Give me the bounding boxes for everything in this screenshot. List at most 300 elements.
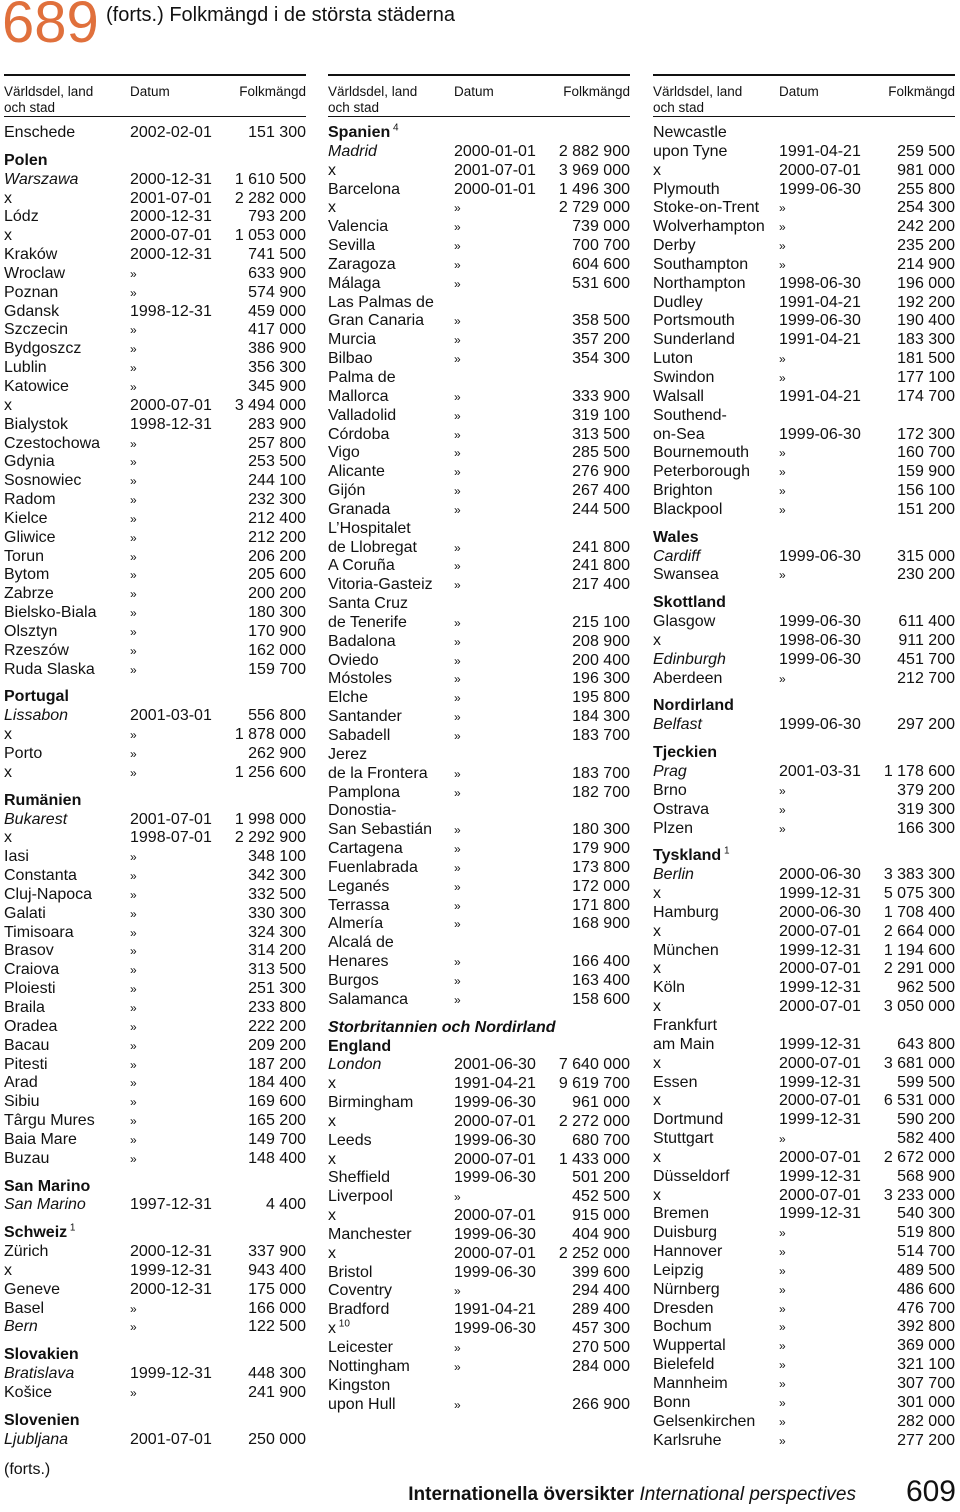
- population-cell: 451 700: [897, 650, 955, 668]
- city-name: Bielefeld: [653, 1356, 715, 1374]
- table-row: [653, 1205, 955, 1224]
- population-cell: 332 500: [248, 885, 306, 903]
- header-date: Datum: [454, 84, 494, 99]
- date-cell: »: [454, 446, 461, 461]
- table-row: [328, 199, 630, 218]
- date-cell: »: [454, 276, 461, 291]
- table-row: [4, 961, 306, 980]
- table-row: [328, 1264, 630, 1283]
- population-cell: 1 878 000: [234, 726, 306, 744]
- city-name: L’Hospitalet: [328, 519, 411, 537]
- region-name: Spanien $^4$: [328, 122, 399, 141]
- date-cell: »: [779, 1282, 786, 1297]
- date-cell: 1999-06-30: [454, 1320, 536, 1338]
- city-name: Mallorca: [328, 387, 389, 405]
- city-name: Las Palmas de: [328, 293, 434, 311]
- date-cell: 2000-06-30: [779, 903, 861, 921]
- population-cell: 4 400: [265, 1196, 306, 1214]
- date-cell: »: [454, 615, 461, 630]
- date-cell: »: [779, 1263, 786, 1278]
- population-cell: 961 000: [572, 1094, 630, 1112]
- population-cell: 604 600: [572, 255, 630, 273]
- city-name: Badalona: [328, 632, 396, 650]
- table-row: [4, 886, 306, 905]
- population-cell: 3 383 300: [883, 866, 955, 884]
- city-name: Gijón: [328, 482, 366, 500]
- date-cell: »: [130, 266, 137, 281]
- city-name: upon Tyne: [653, 142, 728, 160]
- date-cell: »: [454, 672, 461, 687]
- city-name: Sibiu: [4, 1093, 40, 1111]
- table-row: [653, 350, 955, 369]
- table-row: [4, 208, 306, 227]
- population-cell: 337 900: [248, 1243, 306, 1261]
- city-name: x: [653, 922, 661, 940]
- date-cell: »: [779, 502, 786, 517]
- city-name: Nottingham: [328, 1357, 410, 1375]
- city-name: Ploiesti: [4, 980, 56, 998]
- table-row: [653, 1168, 955, 1187]
- population-cell: 3 969 000: [558, 161, 630, 179]
- table-row: [4, 227, 306, 246]
- date-cell: »: [130, 361, 137, 376]
- city-name: x: [4, 726, 12, 744]
- city-name: x: [653, 1186, 661, 1204]
- date-cell: »: [454, 1397, 461, 1412]
- date-cell: »: [130, 568, 137, 583]
- city-name: Stoke-on-Trent: [653, 199, 760, 217]
- date-cell: »: [130, 436, 137, 451]
- table-row: [328, 972, 630, 991]
- city-name: Donostia-: [328, 802, 397, 820]
- table-row: [653, 218, 955, 237]
- date-cell: 2001-07-01: [454, 161, 536, 179]
- table-row: [653, 1149, 955, 1168]
- table-row: [4, 359, 306, 378]
- table-row: [653, 444, 955, 463]
- population-cell: 943 400: [248, 1261, 306, 1279]
- date-cell: 2000-07-01: [454, 1244, 536, 1262]
- date-cell: 1999-12-31: [779, 885, 861, 903]
- city-name: Bochum: [653, 1318, 712, 1336]
- page-number: 609: [905, 1475, 956, 1508]
- population-cell: 212 200: [248, 528, 306, 546]
- table-row: [4, 905, 306, 924]
- region-name: England: [328, 1037, 392, 1055]
- footer-section-sv: Internationella översikter: [408, 1484, 635, 1505]
- date-cell: 1998-07-01: [130, 829, 212, 847]
- region-heading: [4, 1178, 306, 1197]
- table-row: [4, 726, 306, 745]
- table-row: [328, 181, 630, 200]
- table-row: [653, 1130, 955, 1149]
- city-name: Vigo: [328, 444, 360, 462]
- city-name: Glasgow: [653, 613, 716, 631]
- population-cell: 556 800: [248, 707, 306, 725]
- city-name: Hannover: [653, 1243, 723, 1261]
- date-cell: 2001-07-01: [130, 1430, 212, 1448]
- table-row: [4, 942, 306, 961]
- city-name: Plymouth: [653, 180, 720, 198]
- city-name: Cardiff: [653, 547, 701, 565]
- region-name: San Marino: [4, 1177, 91, 1195]
- table-row: [653, 979, 955, 998]
- date-cell: 1999-06-30: [454, 1263, 536, 1281]
- date-cell: »: [454, 860, 461, 875]
- city-name: x: [328, 1112, 336, 1130]
- city-name: Liverpool: [328, 1188, 393, 1206]
- city-name: x: [653, 885, 661, 903]
- city-name: Granada: [328, 500, 391, 518]
- region-heading: [4, 688, 306, 707]
- date-cell: 2000-12-31: [130, 1280, 212, 1298]
- city-name: Porto: [4, 745, 43, 762]
- date-cell: 2001-06-30: [454, 1056, 536, 1074]
- region-name: Rumänien: [4, 791, 82, 809]
- date-cell: »: [130, 1151, 137, 1166]
- population-cell: 257 800: [248, 434, 306, 452]
- date-cell: 1998-12-31: [130, 302, 212, 320]
- table-row: [328, 1301, 630, 1320]
- city-name: Barcelona: [328, 180, 401, 198]
- table-row: [4, 265, 306, 284]
- date-cell: 2001-07-01: [130, 189, 212, 207]
- population-cell: 244 500: [572, 500, 630, 518]
- date-cell: 2000-01-01: [454, 142, 536, 160]
- region-name: Nordirland: [653, 697, 734, 715]
- table-row: [4, 1318, 306, 1337]
- table-row: [653, 482, 955, 501]
- city-name: Poznan: [4, 283, 59, 301]
- population-cell: 250 000: [248, 1430, 306, 1448]
- date-cell: »: [130, 728, 137, 743]
- table-row: [653, 162, 955, 181]
- table-row: [328, 162, 630, 181]
- city-name: Salamanca: [328, 990, 409, 1008]
- continued-note: (forts.): [4, 1461, 51, 1478]
- table-row: [653, 866, 955, 885]
- page-title: (forts.) Folkmängd i de största städerna: [106, 4, 456, 26]
- population-cell: 173 800: [572, 858, 630, 876]
- population-cell: 214 900: [897, 255, 955, 273]
- date-cell: »: [779, 1132, 786, 1147]
- table-row: [328, 1377, 630, 1396]
- footnote-marker: 1: [67, 1222, 76, 1234]
- population-cell: 175 000: [248, 1280, 306, 1298]
- date-cell: »: [454, 879, 461, 894]
- table-row: [328, 237, 630, 256]
- population-cell: 158 600: [572, 990, 630, 1008]
- population-cell: 345 900: [248, 377, 306, 395]
- date-cell: »: [130, 455, 137, 470]
- date-cell: »: [454, 559, 461, 574]
- date-cell: »: [454, 220, 461, 235]
- table-row: [653, 501, 955, 520]
- population-cell: 276 900: [572, 463, 630, 481]
- population-cell: 282 000: [897, 1412, 955, 1430]
- city-name: Dresden: [653, 1299, 714, 1317]
- city-name: Derby: [653, 237, 696, 255]
- table-row: [4, 585, 306, 604]
- population-cell: 172 000: [572, 877, 630, 895]
- table-row: [4, 1074, 306, 1093]
- table-row: [4, 867, 306, 886]
- city-name: Leganés: [328, 877, 390, 895]
- city-name: Southampton: [653, 255, 749, 273]
- city-name: Walsall: [653, 387, 704, 405]
- date-cell: »: [779, 1226, 786, 1241]
- date-cell: 2000-12-31: [130, 246, 212, 264]
- city-name: Bydgoszcz: [4, 340, 82, 358]
- population-cell: 283 900: [248, 415, 306, 433]
- population-cell: 448 300: [248, 1365, 306, 1383]
- city-name: Brno: [653, 781, 687, 799]
- population-cell: 514 700: [897, 1243, 955, 1261]
- table-row: [4, 171, 306, 190]
- city-name: Galati: [4, 904, 46, 922]
- population-cell: 215 100: [572, 613, 630, 631]
- table-row: [328, 576, 630, 595]
- table-row: [328, 331, 630, 350]
- city-name: Bristol: [328, 1263, 373, 1281]
- population-cell: 313 500: [248, 961, 306, 979]
- city-name: x: [653, 960, 661, 978]
- population-cell: 540 300: [897, 1205, 955, 1223]
- header-population: Folkmängd: [239, 84, 306, 99]
- table-row: [328, 312, 630, 331]
- table-row: [328, 501, 630, 520]
- table-row: [4, 1196, 306, 1215]
- population-cell: 180 300: [248, 604, 306, 622]
- date-cell: 2000-07-01: [779, 161, 861, 179]
- city-name: Szczecin: [4, 321, 69, 339]
- city-name: Córdoba: [328, 425, 390, 443]
- city-name: Bilbao: [328, 350, 373, 368]
- table-row: [4, 1281, 306, 1300]
- header-population: Folkmängd: [563, 84, 630, 99]
- population-cell: 911 200: [898, 631, 955, 649]
- table-row: [653, 1036, 955, 1055]
- city-name: Buzau: [4, 1149, 50, 1167]
- table-row: [653, 632, 955, 651]
- date-cell: »: [454, 992, 461, 1007]
- table-row: [653, 670, 955, 689]
- city-name: Rzeszów: [4, 641, 69, 659]
- city-name: Lublin: [4, 359, 47, 377]
- date-cell: »: [130, 1019, 137, 1034]
- table-row: [653, 1074, 955, 1093]
- city-name: Peterborough: [653, 463, 750, 481]
- population-cell: 159 900: [897, 463, 955, 481]
- date-cell: 2000-07-01: [779, 1054, 861, 1072]
- city-name: Blackpool: [653, 500, 723, 518]
- date-cell: »: [454, 540, 461, 555]
- date-cell: 1998-06-30: [779, 274, 861, 292]
- population-cell: 151 200: [897, 500, 955, 518]
- region-heading: [653, 594, 955, 613]
- population-cell: 251 300: [248, 980, 306, 998]
- table-row: [653, 463, 955, 482]
- table-row: [328, 652, 630, 671]
- table-row: [328, 388, 630, 407]
- population-cell: 200 400: [572, 651, 630, 669]
- population-cell: 1 998 000: [234, 810, 306, 828]
- table-rows: [4, 117, 306, 1450]
- date-cell: 1999-12-31: [779, 1073, 861, 1091]
- table-row: [653, 1017, 955, 1036]
- city-name: Gdansk: [4, 302, 60, 320]
- city-name: Warszawa: [4, 170, 79, 188]
- table-row: [328, 1151, 630, 1170]
- population-cell: 369 000: [897, 1337, 955, 1355]
- date-cell: 1999-12-31: [779, 1111, 861, 1129]
- city-name: Wolverhampton: [653, 218, 765, 236]
- table-row: [653, 1394, 955, 1413]
- table-column-3: [653, 74, 955, 1450]
- city-name: Zaragoza: [328, 255, 396, 273]
- population-cell: 182 700: [572, 783, 630, 801]
- table-row: [4, 1056, 306, 1075]
- city-name: Olsztyn: [4, 622, 58, 640]
- population-cell: 270 500: [572, 1339, 630, 1356]
- table-row: [328, 463, 630, 482]
- table-row: [328, 991, 630, 1010]
- date-cell: »: [454, 691, 461, 706]
- population-cell: 501 200: [572, 1169, 630, 1187]
- table-row: [328, 482, 630, 501]
- city-name: Burgos: [328, 971, 379, 989]
- date-cell: »: [454, 1284, 461, 1299]
- population-cell: 254 300: [897, 199, 955, 217]
- table-row: [328, 143, 630, 162]
- date-cell: 1998-06-30: [779, 631, 861, 649]
- table-row: [4, 604, 306, 623]
- city-name: Edinburgh: [653, 650, 726, 668]
- city-name: Bacau: [4, 1036, 50, 1054]
- table-row: [4, 378, 306, 397]
- date-cell: »: [454, 502, 461, 517]
- population-cell: 739 000: [572, 218, 630, 236]
- city-name: Bradford: [328, 1301, 390, 1319]
- city-name: Enschede: [4, 124, 76, 141]
- city-name: Iasi: [4, 848, 29, 866]
- table-row: [4, 340, 306, 359]
- city-name: A Coruña: [328, 557, 395, 575]
- column-header: [4, 74, 306, 117]
- population-cell: 486 600: [897, 1280, 955, 1298]
- city-name: Essen: [653, 1073, 698, 1091]
- population-cell: 241 900: [248, 1384, 306, 1401]
- city-name: Constanta: [4, 867, 77, 885]
- date-cell: »: [454, 823, 461, 838]
- population-cell: 2 664 000: [883, 922, 955, 940]
- city-name: Birmingham: [328, 1094, 414, 1112]
- date-cell: »: [779, 568, 786, 583]
- table-row: [4, 397, 306, 416]
- table-row: [4, 1300, 306, 1319]
- table-row: [328, 1113, 630, 1132]
- table-row: [653, 651, 955, 670]
- table-row: [4, 999, 306, 1018]
- region-heading: [328, 1019, 630, 1038]
- city-name: Zabrze: [4, 585, 54, 603]
- table-row: [328, 520, 630, 539]
- date-cell: »: [454, 389, 461, 404]
- population-cell: 9 619 700: [558, 1075, 630, 1093]
- date-cell: 1999-12-31: [130, 1261, 212, 1279]
- table-row: [4, 1018, 306, 1037]
- city-name: x: [4, 189, 12, 207]
- population-cell: 611 400: [898, 613, 955, 631]
- city-name: Murcia: [328, 331, 377, 349]
- city-name: Sabadell: [328, 727, 391, 744]
- city-name: x: [328, 1150, 336, 1168]
- city-name: Gliwice: [4, 528, 56, 546]
- date-cell: »: [130, 1132, 137, 1147]
- date-cell: »: [454, 201, 461, 216]
- region-heading: [4, 1412, 306, 1431]
- population-cell: 1 433 000: [558, 1150, 630, 1168]
- table-row: [328, 953, 630, 972]
- city-name: Sosnowiec: [4, 472, 82, 490]
- footnote-marker: 10: [336, 1318, 350, 1330]
- date-cell: »: [130, 379, 137, 394]
- city-name: Bratislava: [4, 1365, 75, 1383]
- city-name: Valencia: [328, 218, 389, 236]
- city-name: Henares: [328, 953, 389, 971]
- population-cell: 1 708 400: [883, 903, 955, 921]
- table-row: [4, 642, 306, 661]
- population-cell: 459 000: [248, 302, 306, 320]
- table-row: [328, 1188, 630, 1207]
- city-name: Braila: [4, 998, 45, 1016]
- city-name: Craiova: [4, 961, 60, 979]
- population-cell: 184 400: [248, 1074, 306, 1092]
- city-name: Pamplona: [328, 783, 401, 801]
- date-cell: »: [779, 1301, 786, 1316]
- population-cell: 2 292 900: [234, 829, 306, 847]
- city-name: de Tenerife: [328, 613, 407, 631]
- date-cell: 1999-06-30: [454, 1169, 536, 1187]
- table-row: [653, 566, 955, 585]
- population-cell: 242 200: [897, 218, 955, 236]
- date-cell: »: [130, 1114, 137, 1129]
- date-cell: »: [779, 802, 786, 817]
- table-row: [328, 840, 630, 859]
- population-cell: 3 233 000: [883, 1186, 955, 1204]
- population-cell: 174 700: [897, 387, 955, 405]
- population-cell: 357 200: [572, 331, 630, 349]
- table-row: [653, 143, 955, 162]
- table-row: [328, 915, 630, 934]
- table-row: [4, 1243, 306, 1262]
- city-name: Mannheim: [653, 1375, 728, 1392]
- date-cell: »: [130, 887, 137, 902]
- date-cell: »: [779, 370, 786, 385]
- region-name: Slovenien: [4, 1411, 80, 1429]
- table-row: [4, 1365, 306, 1384]
- table-row: [4, 472, 306, 491]
- date-cell: 1999-06-30: [779, 716, 861, 734]
- city-name: Dudley: [653, 293, 703, 311]
- date-cell: 1999-06-30: [779, 312, 861, 330]
- city-name: Timisoara: [4, 923, 74, 941]
- population-cell: 590 200: [897, 1111, 955, 1129]
- city-name: Geneve: [4, 1280, 61, 1298]
- city-name: Duisburg: [653, 1224, 718, 1242]
- table-row: [653, 960, 955, 979]
- date-cell: 2000-07-01: [130, 227, 212, 245]
